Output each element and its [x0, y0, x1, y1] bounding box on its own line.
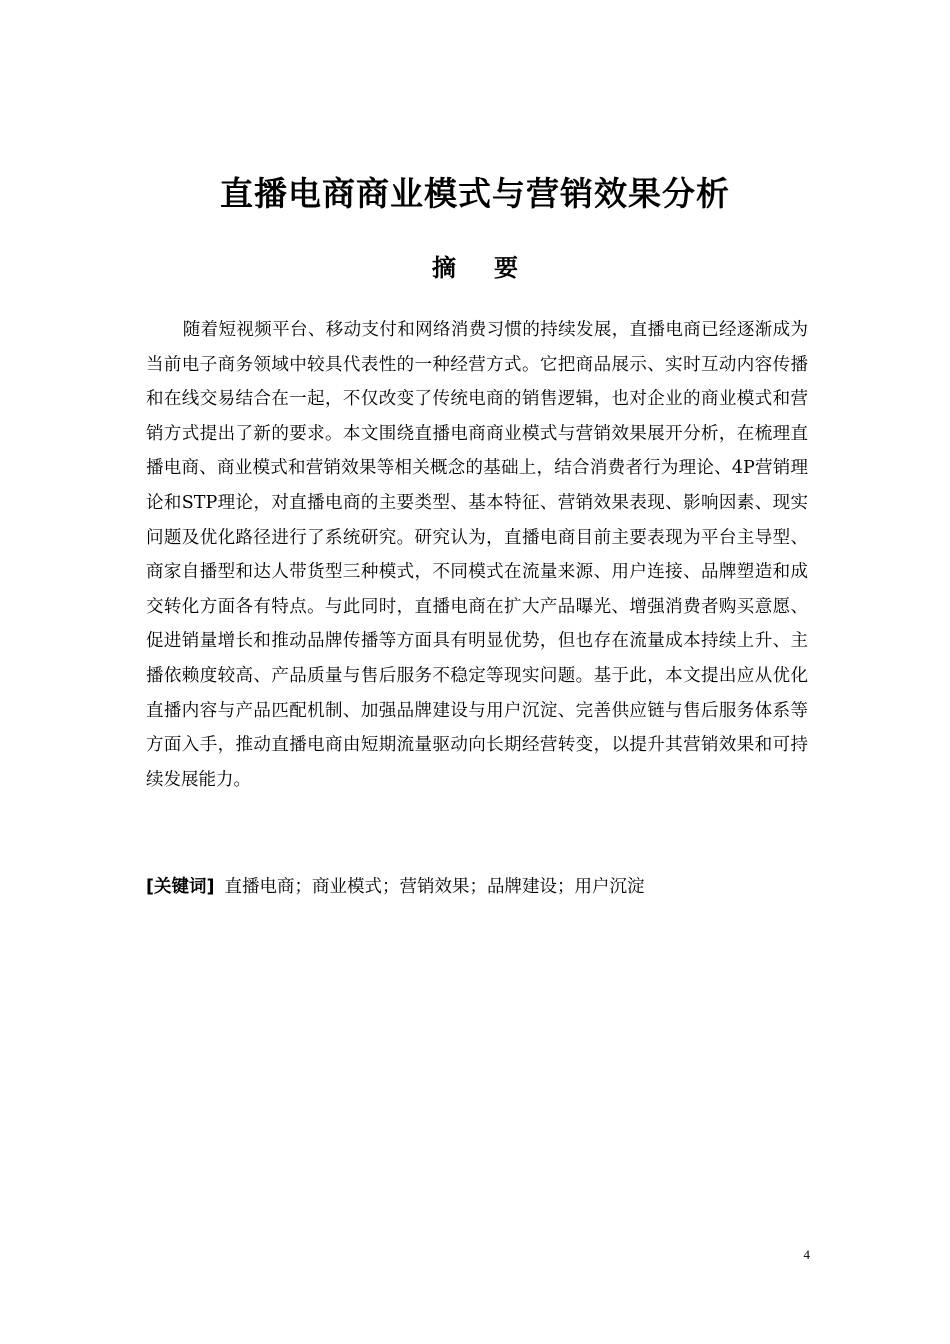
paper-title: 直播电商商业模式与营销效果分析 [220, 174, 730, 213]
page-number: 4 [803, 1247, 810, 1262]
keywords-text: 直播电商；商业模式；营销效果；品牌建设；用户沉淀 [224, 877, 645, 897]
keywords-line [146, 870, 808, 904]
abstract-heading-left: 摘 [432, 254, 456, 282]
keywords-label: [关键词] [146, 877, 215, 897]
abstract-heading [0, 250, 950, 286]
abstract-body: 随着短视频平台、移动支付和网络消费习惯的持续发展，直播电商已经逐渐成为当前电子商务领域中较具代表性的一种经营方式。它把商品展示、实时互动内容传播和在线交易结合在一起，不仅改变了传统电商的销售逻辑，也对企业的商业模式和营销方式提出了新的要求。本文围绕直播电商商业模式与营销效果展开分析，在梳理直播电商、商业模式和营销效果等相关概念的基础上，结合消费者行为理论、4P营销理论和STP理论，对直播电商的主要类型、基本特征、营销效果表现、影响因素、现实问题及优化路径进行了系统研究。研究认为，直播电商目前主要表现为平台主导型、商家自播型和达人带货型三种模式，不同模式在流量来源、用户连接、品牌塑造和成交转化方面各有特点。与此同时，直播电商在扩大产品曝光、增强消费者购买意愿、促进销量增长和推动品牌传播等方面具有明显优势，但也存在流量成本持续上升、主播依赖度较高、产品质量与售后服务不稳定等现实问题。基于此，本文提出应从优化直播内容与产品匹配机制、加强品牌建设与用户沉淀、完善供应链与售后服务体系等方面入手，推动直播电商由短期流量驱动向长期经营转变，以提升其营销效果和可持续发展能力。 [146, 320, 808, 790]
abstract-heading-right: 要 [494, 254, 518, 282]
